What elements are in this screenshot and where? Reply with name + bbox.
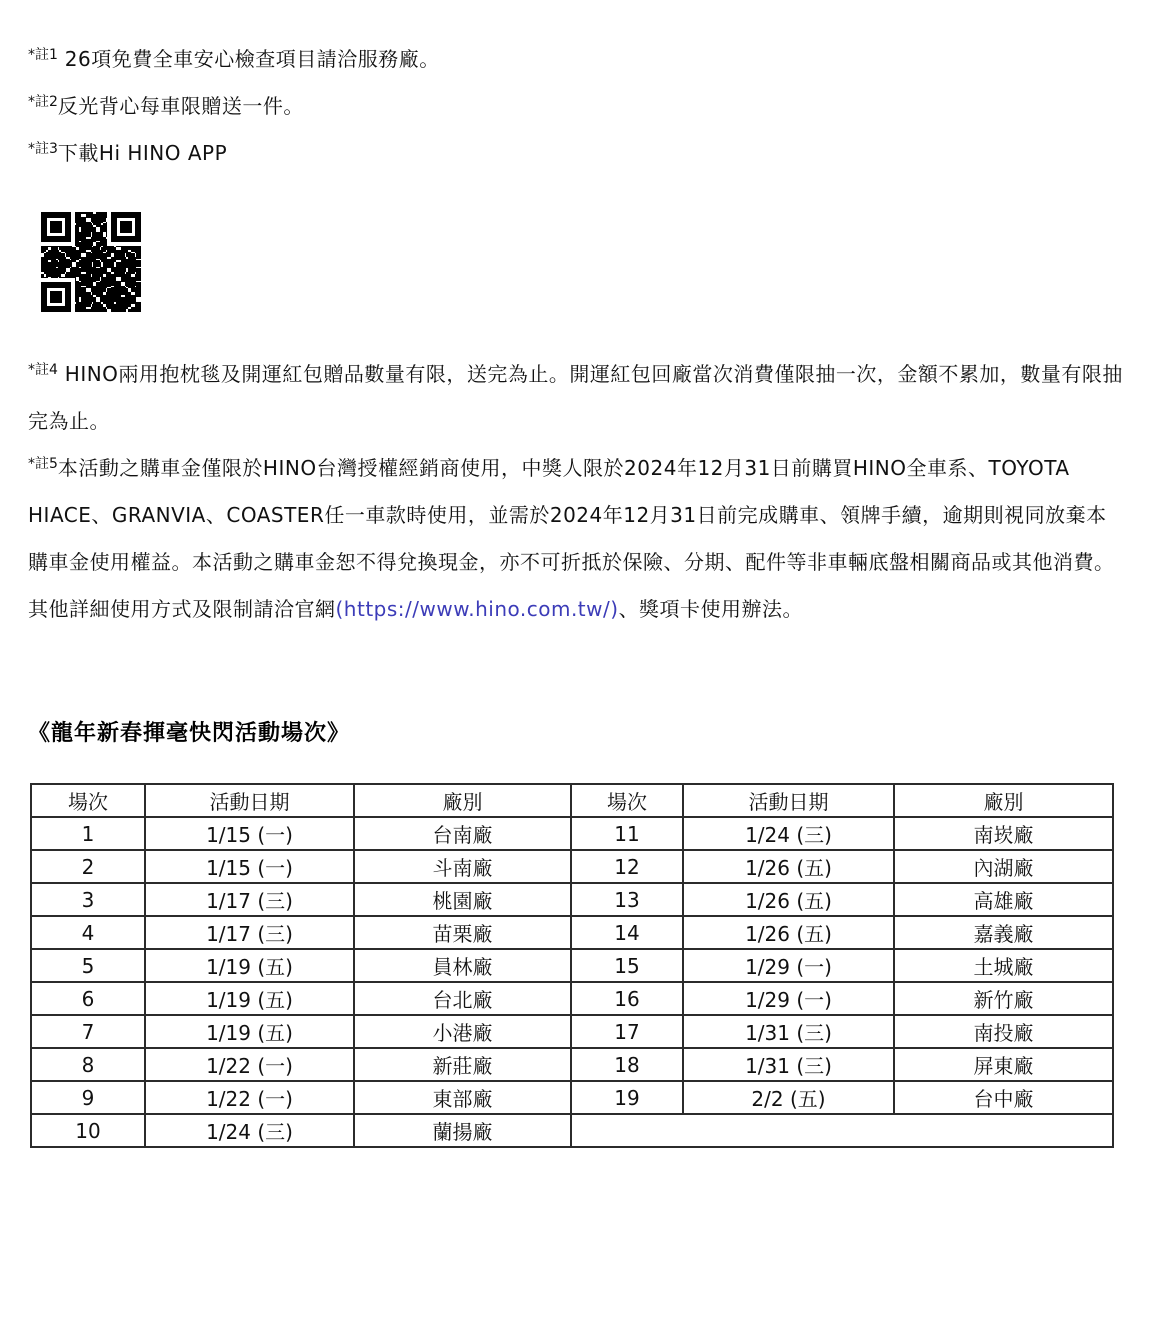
note-2-text: 反光背心每車限贈送一件。	[57, 94, 304, 118]
table-cell: 2/2 (五)	[683, 1081, 894, 1114]
table-header-cell: 活動日期	[683, 784, 894, 817]
note-5-text-before-link: 本活動之購車金僅限於HINO台灣授權經銷商使用，中獎人限於2024年12月31日前購買HINO全車系、TOYOTA HIACE、GRANVIA、COASTER任一車款時使用，並需於2024年12月31日前完成購車、領牌手續，逾期則視同放棄本購車金使用權益。本活動之購車金恕不得兌換現金，亦不可折抵於保險、分期、配件等非車輛底盤相關商品或其他消費。其他詳細使用方式及限制請洽官網	[28, 456, 1115, 621]
table-header-cell: 廠別	[894, 784, 1113, 817]
table-row	[31, 1114, 1113, 1147]
table-cell-empty	[571, 1114, 1113, 1147]
note-1-text: 26項免費全車安心檢查項目請洽服務廠。	[57, 47, 440, 71]
table-cell: 1/31 (三)	[683, 1048, 894, 1081]
table-cell: 1/15 (一)	[145, 850, 354, 883]
qr-finder-top-left	[41, 212, 71, 242]
table-header-cell: 場次	[31, 784, 145, 817]
table-cell: 屏東廠	[894, 1048, 1113, 1081]
table-cell: 1/29 (一)	[683, 982, 894, 1015]
qr-code-hi-hino-app-icon	[36, 207, 146, 317]
table-cell: 土城廠	[894, 949, 1113, 982]
table-cell: 13	[571, 883, 683, 916]
table-cell: 員林廠	[354, 949, 571, 982]
table-cell: 南投廠	[894, 1015, 1113, 1048]
table-row	[31, 850, 1113, 883]
table-cell: 3	[31, 883, 145, 916]
table-header-cell: 活動日期	[145, 784, 354, 817]
table-cell: 1/15 (一)	[145, 817, 354, 850]
hino-website-link[interactable]: (https://www.hino.com.tw/)	[335, 597, 619, 621]
table-cell: 1/17 (三)	[145, 916, 354, 949]
table-row	[31, 1081, 1113, 1114]
table-cell: 1/22 (一)	[145, 1081, 354, 1114]
table-cell: 新竹廠	[894, 982, 1113, 1015]
note-4	[28, 351, 1125, 445]
note-1-marker: *註1	[28, 47, 58, 63]
table-cell: 1/31 (三)	[683, 1015, 894, 1048]
note-5-text-after-link: 、獎項卡使用辦法。	[618, 597, 804, 621]
event-table-body	[31, 784, 1113, 1147]
table-cell: 內湖廠	[894, 850, 1113, 883]
table-cell: 12	[571, 850, 683, 883]
table-cell: 桃園廠	[354, 883, 571, 916]
table-cell: 6	[31, 982, 145, 1015]
table-row	[31, 916, 1113, 949]
table-cell: 高雄廠	[894, 883, 1113, 916]
table-cell: 4	[31, 916, 145, 949]
note-5	[28, 445, 1125, 633]
table-header-row	[31, 784, 1113, 817]
table-row	[31, 982, 1113, 1015]
table-cell: 2	[31, 850, 145, 883]
table-cell: 台中廠	[894, 1081, 1113, 1114]
table-row	[31, 1015, 1113, 1048]
note-1	[28, 36, 1125, 83]
qr-finder-bottom-left	[41, 282, 71, 312]
table-cell: 1/22 (一)	[145, 1048, 354, 1081]
table-cell: 1/29 (一)	[683, 949, 894, 982]
table-cell: 嘉義廠	[894, 916, 1113, 949]
table-cell: 8	[31, 1048, 145, 1081]
table-cell: 10	[31, 1114, 145, 1147]
qr-finder-top-right	[111, 212, 141, 242]
table-cell: 1	[31, 817, 145, 850]
note-3	[28, 130, 1125, 177]
table-cell: 5	[31, 949, 145, 982]
note-2	[28, 83, 1125, 130]
section-title: 《龍年新春揮毫快閃活動場次》	[28, 721, 351, 746]
table-row	[31, 817, 1113, 850]
table-cell: 台南廠	[354, 817, 571, 850]
note-5-marker: *註5	[28, 456, 58, 472]
table-cell: 7	[31, 1015, 145, 1048]
event-table	[30, 783, 1114, 1148]
table-cell: 19	[571, 1081, 683, 1114]
table-cell: 斗南廠	[354, 850, 571, 883]
table-cell: 1/19 (五)	[145, 1015, 354, 1048]
note-4-text: HINO兩用抱枕毯及開運紅包贈品數量有限，送完為止。開運紅包回廠當次消費僅限抽一次，金額不累加，數量有限抽完為止。	[28, 362, 1123, 433]
table-cell: 9	[31, 1081, 145, 1114]
table-cell: 東部廠	[354, 1081, 571, 1114]
table-cell: 1/24 (三)	[145, 1114, 354, 1147]
note-3-text: 下載Hi HINO APP	[57, 141, 228, 165]
table-cell: 小港廠	[354, 1015, 571, 1048]
table-cell: 苗栗廠	[354, 916, 571, 949]
table-cell: 1/17 (三)	[145, 883, 354, 916]
table-row	[31, 949, 1113, 982]
table-cell: 15	[571, 949, 683, 982]
table-cell: 1/19 (五)	[145, 949, 354, 982]
table-cell: 台北廠	[354, 982, 571, 1015]
table-cell: 1/26 (五)	[683, 850, 894, 883]
table-cell: 1/26 (五)	[683, 916, 894, 949]
table-cell: 新莊廠	[354, 1048, 571, 1081]
table-cell: 1/26 (五)	[683, 883, 894, 916]
table-cell: 1/24 (三)	[683, 817, 894, 850]
table-cell: 17	[571, 1015, 683, 1048]
table-cell: 16	[571, 982, 683, 1015]
table-header-cell: 場次	[571, 784, 683, 817]
table-cell: 蘭揚廠	[354, 1114, 571, 1147]
note-2-marker: *註2	[28, 94, 58, 110]
table-cell: 南崁廠	[894, 817, 1113, 850]
table-row	[31, 883, 1113, 916]
table-row	[31, 1048, 1113, 1081]
table-cell: 11	[571, 817, 683, 850]
table-cell: 18	[571, 1048, 683, 1081]
table-cell: 14	[571, 916, 683, 949]
table-cell: 1/19 (五)	[145, 982, 354, 1015]
note-3-marker: *註3	[28, 141, 58, 157]
table-header-cell: 廠別	[354, 784, 571, 817]
note-4-marker: *註4	[28, 362, 58, 378]
